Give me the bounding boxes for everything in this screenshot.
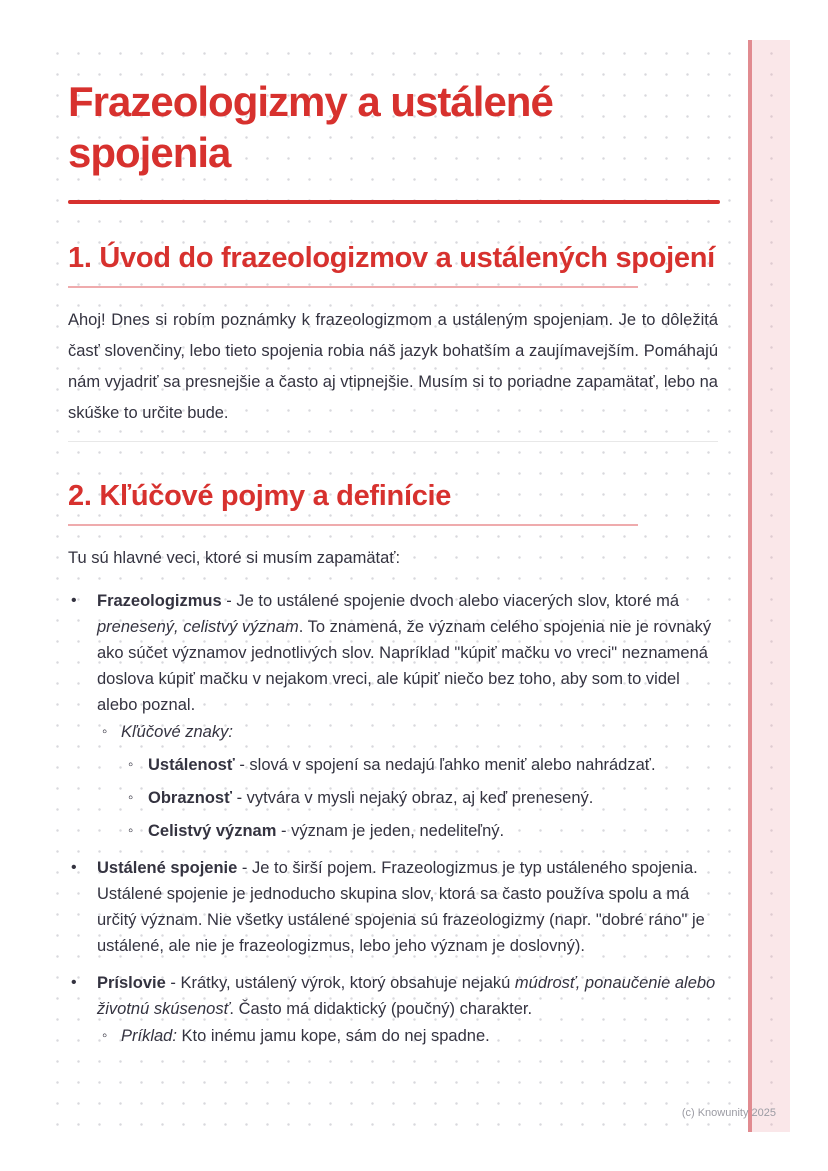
frazeologizmus-text: - Je to ustálené spojenie dvoch alebo viacerých slov, ktoré má [221, 591, 680, 610]
ustalenost-desc: - slová v spojení sa nedajú ľahko meniť alebo nahrádzať. [234, 755, 656, 774]
section-divider [68, 441, 718, 442]
section-1-paragraph: Ahoj! Dnes si robím poznámky k frazeologizmom a ustáleným spojeniam. Je to dôležitá časť slovenčiny, lebo tieto spojenia robia náš jazyk bohatším a zaujímavejším. Pomáhajú nám vyjadriť sa presnejšie a často aj vtipnejšie. Musím si to poriadne zapamätať, lebo na skúške to určite bude. [68, 311, 718, 422]
margin-stripe [748, 40, 790, 1132]
sub-bullet-icon: ◦ [128, 821, 134, 839]
notebook-sheet [40, 40, 790, 1132]
prislovie-italic-text: múdrosť, ponaučenie alebo životnú skúsenosť [97, 973, 716, 1018]
term-celistvy-vyznam: Celistvý význam [148, 821, 277, 840]
list-item-frazeologizmus [68, 588, 718, 718]
list-item-celistvy-vyznam [68, 818, 718, 844]
list-item-ustalene-spojenie [68, 855, 718, 959]
sub-bullet-icon: ◦ [128, 788, 134, 806]
klucove-znaky-label: Kľúčové znaky: [121, 722, 233, 741]
frazeologizmus-italic-text: prenesený, celistvý význam [97, 617, 299, 636]
term-ustalene-spojenie: Ustálené spojenie [97, 858, 238, 877]
section-uvod [68, 240, 718, 442]
prislovie-text: - Krátky, ustálený výrok, ktorý obsahuje nejakú [165, 973, 515, 992]
sub-bullet-icon: ◦ [102, 1026, 108, 1044]
sub-bullet-icon: ◦ [128, 755, 134, 773]
ustalene-spojenie-desc: - Je to širší pojem. Frazeologizmus je typ ustáleného spojenia. Ustálené spojenie je jednoducho skupina slov, ktorá sa často používa spolu a má určitý význam. Nie všetky ustálené spojenia sú frazeologizmy (napr. "dobré ráno" je ustálené, ale nie je frazeologizmus, lebo jeho význam je doslovný). [97, 858, 705, 955]
section-1-underline [68, 286, 638, 288]
section-2-heading: 2. Kľúčové pojmy a definície [68, 480, 452, 512]
page-title: Frazeologizmy a ustálené spojenia [68, 78, 553, 177]
term-ustalenost: Ustálenosť [148, 755, 235, 774]
list-item-prislovie [68, 970, 718, 1022]
section-2-underline [68, 524, 638, 526]
title-rule [68, 200, 720, 204]
term-obraznost: Obraznosť [148, 788, 232, 807]
list-item-klucove-znaky [68, 719, 718, 745]
section-1-heading: 1. Úvod do frazeologizmov a ustálených spojení [68, 242, 715, 275]
list-item-ustalenost [68, 752, 718, 778]
list-intro: Tu sú hlavné veci, ktoré si musím zapamätať: [68, 548, 401, 567]
section-klucove-pojmy [68, 478, 718, 1049]
page-content [68, 40, 718, 1049]
priklad-label: Príklad: [121, 1026, 177, 1045]
prislovie-text-cont: . Často má didaktický (poučný) charakter. [229, 999, 533, 1018]
list-item-priklad [68, 1023, 718, 1049]
term-frazeologizmus: Frazeologizmus [97, 591, 222, 610]
key-terms-list [68, 588, 718, 1049]
priklad-text: Kto inému jamu kope, sám do nej spadne. [176, 1026, 490, 1045]
sub-bullet-icon: ◦ [102, 722, 108, 740]
celistvy-vyznam-desc: - význam je jeden, nedeliteľný. [276, 821, 505, 840]
bullet-icon: • [71, 591, 77, 609]
copyright-notice: (c) Knowunity 2025 [681, 1107, 776, 1119]
frazeologizmus-text-cont: . To znamená, že význam celého spojenia nie je rovnaký ako súčet významov jednotlivých slov. Napríklad "kúpiť mačku vo vreci" neznamená doslova kúpiť mačku v nejakom vreci, ale kúpiť niečo bez toho, aby som to videl alebo poznal. [97, 617, 712, 714]
list-item-obraznost [68, 785, 718, 811]
obraznost-desc: - vytvára v mysli nejaký obraz, aj keď prenesený. [232, 788, 594, 807]
bullet-icon: • [71, 858, 77, 876]
term-prislovie: Príslovie [97, 973, 166, 992]
bullet-icon: • [71, 973, 77, 991]
